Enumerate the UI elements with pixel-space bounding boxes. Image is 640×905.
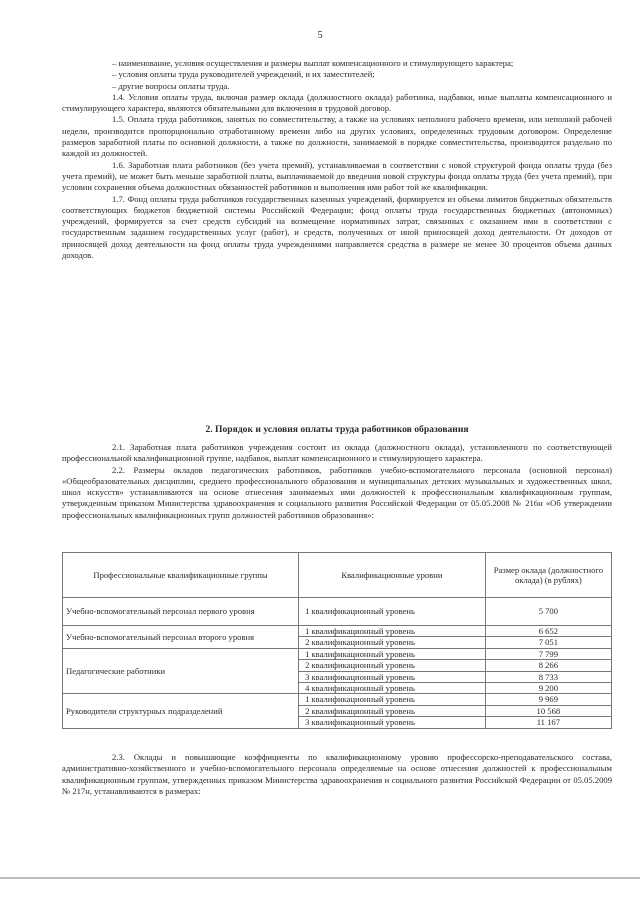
- section-3-text: [62, 752, 612, 797]
- section-2-heading: 2. Порядок и условия оплаты труда работников образования: [205, 424, 469, 435]
- salary-cell: 6 652: [485, 626, 611, 637]
- group-cell: Учебно-вспомогательный персонал второго уровня: [63, 626, 299, 649]
- level-cell: 1 квалификационный уровень: [299, 694, 486, 705]
- level-cell: 4 квалификационный уровень: [299, 683, 486, 694]
- table-header: Профессиональные квалификационные группы: [63, 553, 299, 598]
- scan-edge-line: [0, 877, 640, 879]
- paragraph: 2.3. Оклады и повышающие коэффициенты по квалификационному уровню профессорско-преподавательского состава, административно-хозяйственного и учебно-вспомогательного персонала определяемые на основе отнесения должностей к профессиональным квалификационным группам, утвержденных приказом Министерства здравоохранения и социального развития Российской Федерации от 05.05.2009 № 217н, устанавливаются в размерах:: [62, 752, 612, 796]
- level-cell: 1 квалификационный уровень: [299, 626, 486, 637]
- table-header: Размер оклада (должностного оклада) (в рублях): [485, 553, 611, 598]
- salary-cell: 9 200: [485, 683, 611, 694]
- table-row: [63, 694, 612, 705]
- level-cell: 2 квалификационный уровень: [299, 660, 486, 671]
- table-header: Квалификационные уровни: [299, 553, 486, 598]
- table-row: [63, 598, 612, 626]
- level-cell: 2 квалификационный уровень: [299, 705, 486, 716]
- salary-cell: 9 969: [485, 694, 611, 705]
- paragraph: 2.1. Заработная плата работников учреждения состоит из оклада (должностного оклада), установленного по соответствующей профессиональной квалификационной группе, надбавок, выплат компенсационного и стимулирующего характера.: [62, 442, 612, 464]
- salary-cell: 7 051: [485, 637, 611, 648]
- group-cell: Руководители структурных подразделений: [63, 694, 299, 728]
- section-1-text: [62, 58, 612, 261]
- paragraph: 1.4. Условия оплаты труда, включая размер оклада (должностного оклада) работника, надбавки, иные выплаты компенсационного и стимулирующего характера, являются обязательными для включения в трудовой договор.: [62, 91, 612, 114]
- paragraph: – наименование, условия осуществления и размеры выплат компенсационного и стимулирующего характера;: [112, 58, 514, 68]
- qualification-table: [62, 552, 612, 729]
- salary-cell: 10 568: [485, 705, 611, 716]
- salary-cell: 11 167: [485, 717, 611, 728]
- salary-cell: 8 266: [485, 660, 611, 671]
- page-number: 5: [317, 30, 323, 41]
- salary-cell: 5 700: [485, 598, 611, 626]
- level-cell: 2 квалификационный уровень: [299, 637, 486, 648]
- salary-cell: 7 799: [485, 648, 611, 659]
- group-cell: Педагогические работники: [63, 648, 299, 694]
- paragraph: 1.5. Оплата труда работников, занятых по совместительству, а также на условиях неполного рабочего времени, или неполной рабочей недели, производится пропорционально отработанному времени либо на других условиях, определенных трудовым договором. Определение размеров заработной платы по основной должности, а также по должности, занимаемой в порядке совместительства, производится раздельно по каждой из должностей.: [62, 114, 612, 159]
- table-row: [63, 648, 612, 659]
- level-cell: 3 квалификационный уровень: [299, 717, 486, 728]
- table-row: [63, 626, 612, 637]
- paragraph: 2.2. Размеры окладов педагогических работников, работников учебно-вспомогательного персонала (основной персонал) «Общеобразовательных дисциплин, среднего профессионального образования и муниципальных детских музыкальных и художественных школ, школ искусств» устанавливаются на основе отнесения занимаемых ими должностей к профессиональным квалификационным группам, утвержденным приказом Министерства здравоохранения и социального развития Российской Федерации от 05.05.2008 № 216н «Об утверждении профессиональных квалификационных групп должностей работников образования»:: [62, 464, 612, 520]
- level-cell: 3 квалификационный уровень: [299, 671, 486, 682]
- paragraph: – условия оплаты труда руководителей учреждений, и их заместителей;: [112, 69, 375, 80]
- level-cell: 1 квалификационный уровень: [299, 598, 486, 626]
- group-cell: Учебно-вспомогательный персонал первого уровня: [63, 598, 299, 626]
- level-cell: 1 квалификационный уровень: [299, 648, 486, 659]
- paragraph: – другие вопросы оплаты труда.: [112, 80, 230, 91]
- paragraph: 1.6. Заработная плата работников (без учета премий), устанавливаемая в соответствии с новой структурой фонда оплаты труда (без учета премий), не может быть меньше заработной платы, выплачиваемой до введения новой структуры фонда оплаты труда (без учета премий), при условии сохранения объема должностных обязанностей работников и выполнения ими работ той же квалификации.: [62, 159, 612, 193]
- salary-cell: 8 733: [485, 671, 611, 682]
- table-header-row: [63, 553, 612, 598]
- paragraph: 1.7. Фонд оплаты труда работников государственных казенных учреждений, формируется из объема лимитов бюджетных обязательств соответствующих бюджетов бюджетной системы Российской Федерации; фонд оплаты труда государственных бюджетных (автономных) учреждений, формируется за счет средств субсидий на возмещение нормативных затрат, связанных с оказанием ими в соответствии с государственным заданием государственных услуг (работ), и средств, полученных от иной приносящей доход деятельности. От доходов от приносящей доход деятельности на фонд оплаты труда учреждениями направляется средства в размере не менее 30 процентов объема данных доходов.: [62, 193, 612, 261]
- section-2-text: [62, 442, 612, 521]
